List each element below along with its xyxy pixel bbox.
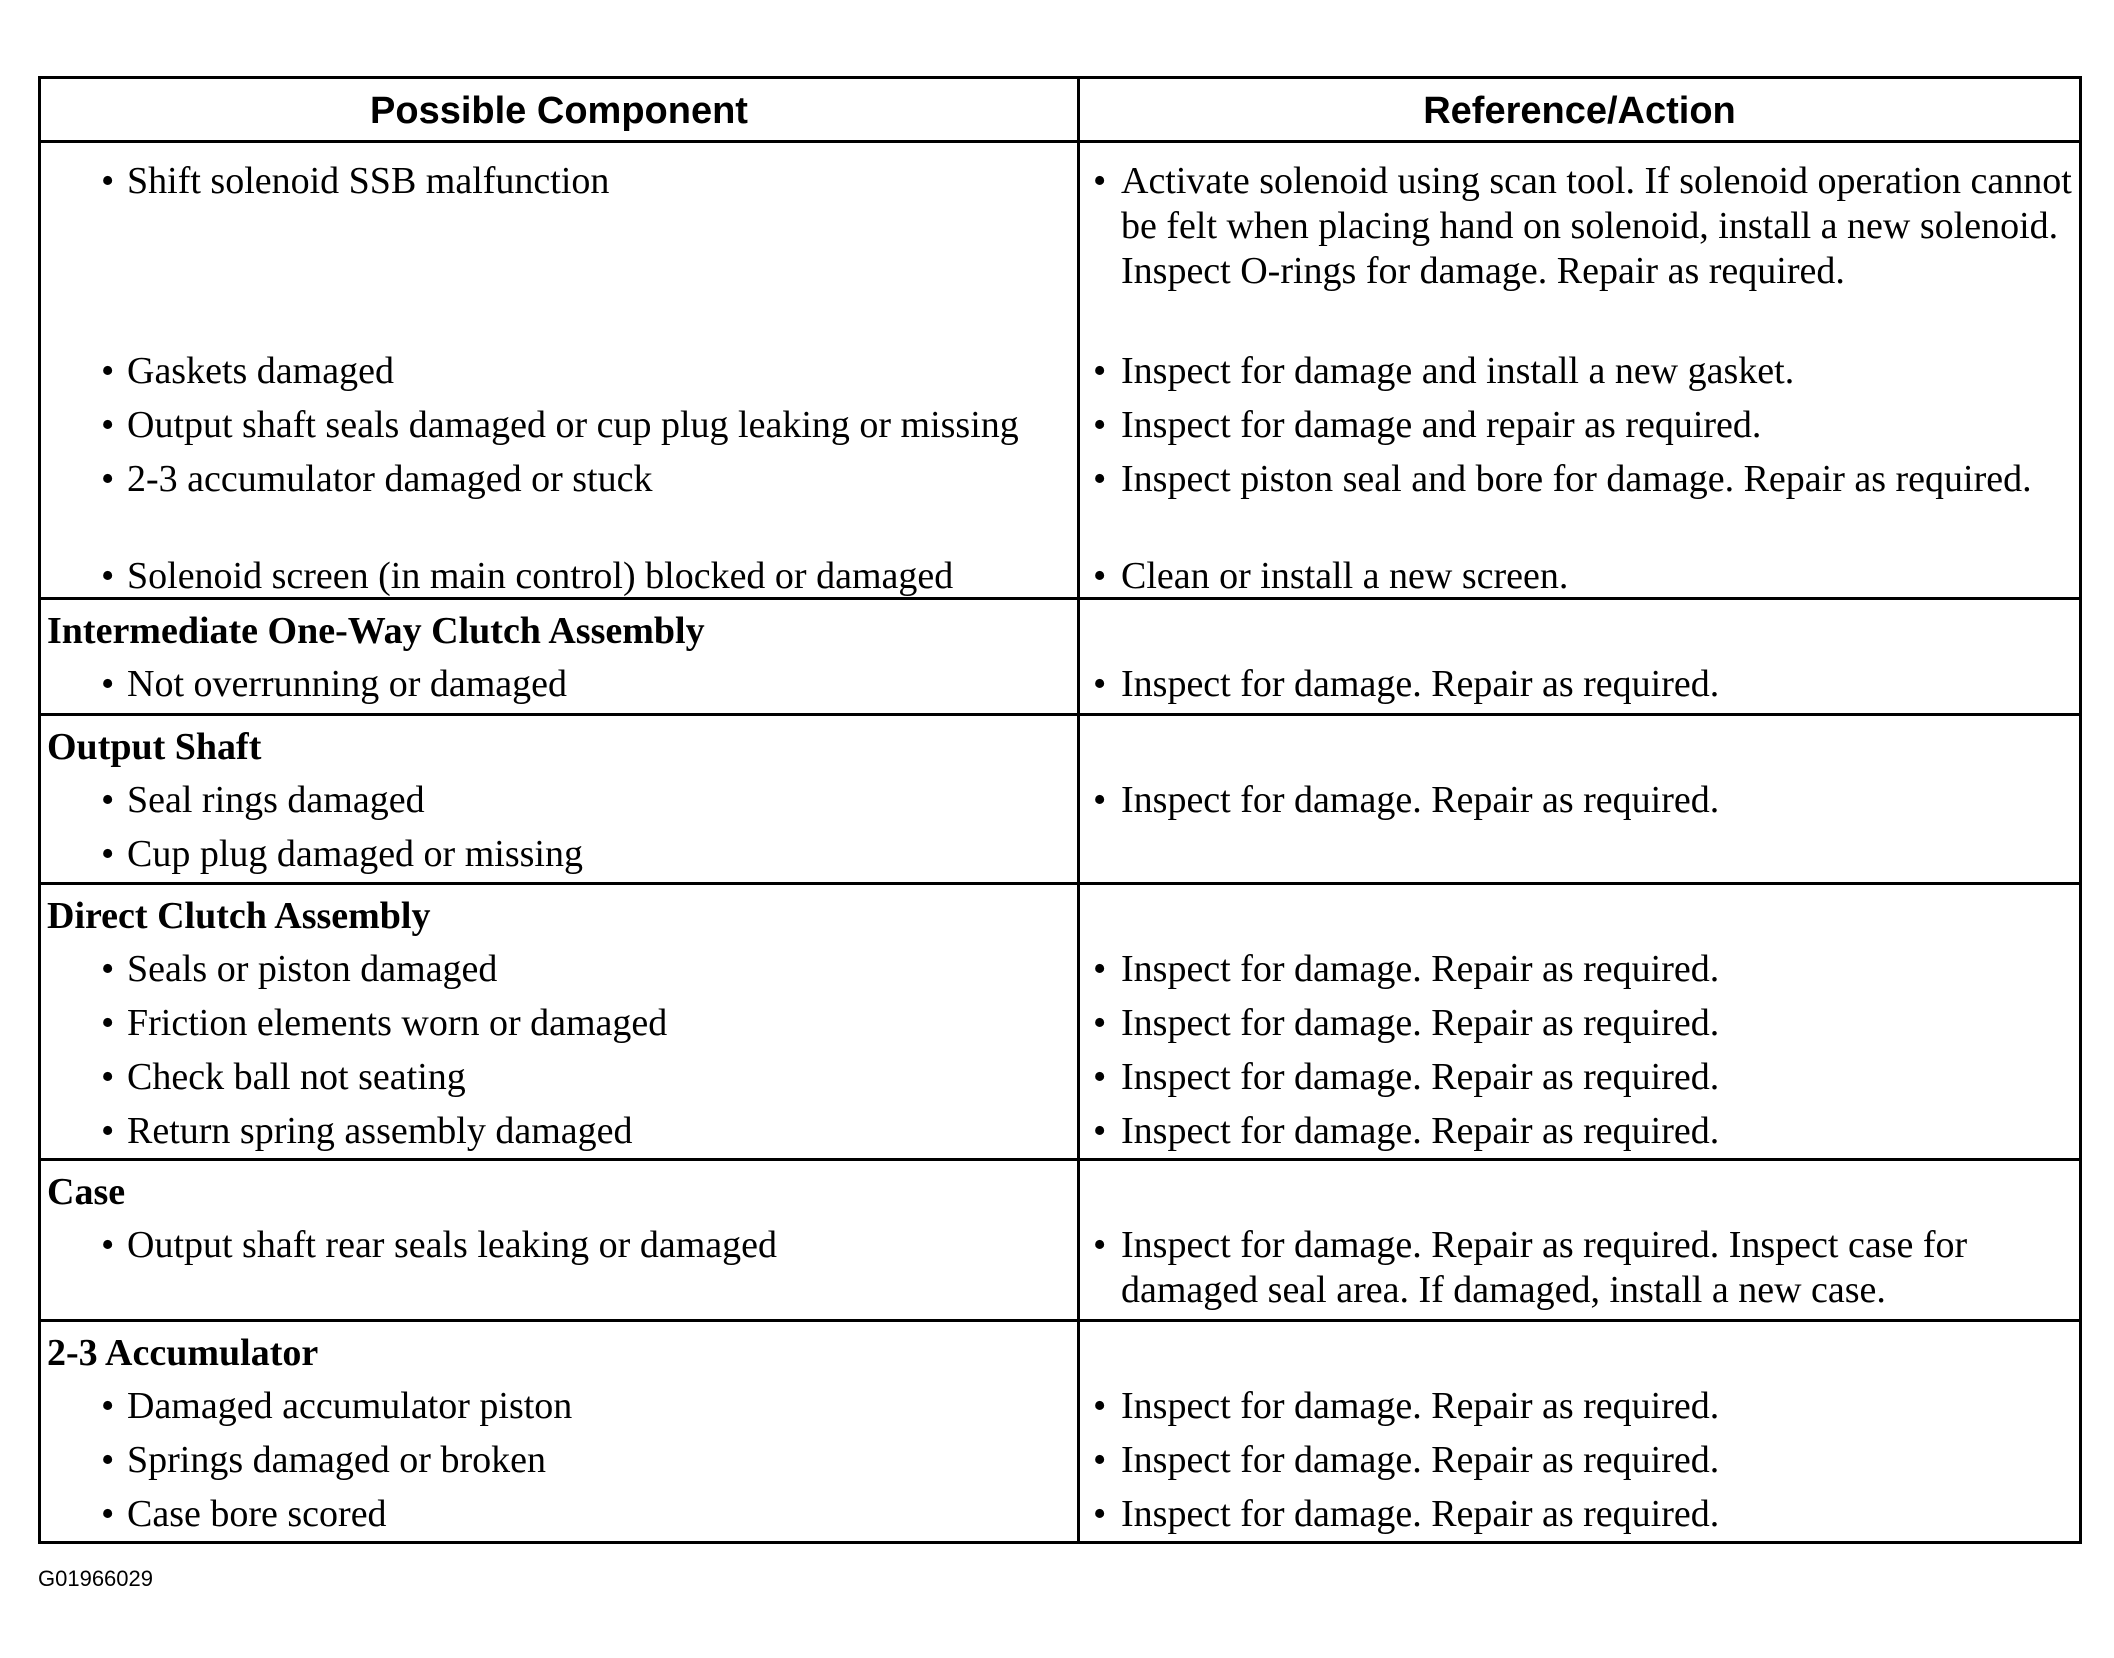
component-item: • Friction elements worn or damaged — [101, 1002, 668, 1044]
action-item: • Inspect for damage and repair as required. — [1093, 404, 1762, 446]
action-item: • Inspect for damage. Repair as required. Inspect case for damaged seal area. If damaged, install a new case. — [1093, 1224, 1968, 1311]
action-item: • Inspect for damage. Repair as required. — [1093, 1493, 1720, 1535]
component-item: • Cup plug damaged or missing — [101, 833, 583, 875]
section-output-shaft — [41, 716, 2079, 885]
component-item: • Springs damaged or broken — [101, 1439, 546, 1481]
section-title: Direct Clutch Assembly — [47, 895, 431, 937]
section-title: Intermediate One-Way Clutch Assembly — [47, 610, 705, 652]
component-item: • 2-3 accumulator damaged or stuck — [101, 458, 653, 500]
action-item: • Inspect for damage and install a new gasket. — [1093, 350, 1795, 392]
action-item: • Inspect for damage. Repair as required. — [1093, 1439, 1720, 1481]
header-reference-action: Reference/Action — [1423, 90, 1736, 132]
section-title: 2-3 Accumulator — [47, 1332, 319, 1374]
action-item: • Inspect for damage. Repair as required. — [1093, 1110, 1720, 1152]
section-shift-solenoid — [41, 143, 2079, 600]
component-item: • Not overrunning or damaged — [101, 663, 568, 705]
section-case — [41, 1161, 2079, 1322]
component-item: • Return spring assembly damaged — [101, 1110, 633, 1152]
section-direct-clutch-assembly — [41, 885, 2079, 1161]
component-item: • Case bore scored — [101, 1493, 387, 1535]
header-possible-component: Possible Component — [370, 90, 748, 132]
component-item: • Shift solenoid SSB malfunction — [101, 160, 610, 202]
component-item: • Output shaft rear seals leaking or damaged — [101, 1224, 777, 1266]
section-intermediate-one-way-clutch — [41, 600, 2079, 716]
component-item: • Output shaft seals damaged or cup plug leaking or missing — [101, 404, 1019, 446]
component-item: • Gaskets damaged — [101, 350, 394, 392]
action-item: • Inspect for damage. Repair as required. — [1093, 663, 1720, 705]
action-item: • Clean or install a new screen. — [1093, 555, 1569, 597]
action-item: • Inspect piston seal and bore for damage. Repair as required. — [1093, 458, 2032, 500]
section-2-3-accumulator — [41, 1322, 2079, 1541]
action-item: • Inspect for damage. Repair as required. — [1093, 779, 1720, 821]
action-item: • Inspect for damage. Repair as required. — [1093, 1385, 1720, 1427]
component-item: • Check ball not seating — [101, 1056, 466, 1098]
section-title: Output Shaft — [47, 726, 262, 768]
action-item: • Inspect for damage. Repair as required. — [1093, 1002, 1720, 1044]
section-title: Case — [47, 1171, 126, 1213]
component-item: • Solenoid screen (in main control) blocked or damaged — [101, 555, 954, 597]
table-header-row — [41, 79, 2079, 143]
diagnosis-table — [38, 76, 2082, 1544]
figure-id: G01966029 — [38, 1566, 153, 1591]
action-item: • Activate solenoid using scan tool. If solenoid operation cannot be felt when placing hand on solenoid, install a new solenoid. Inspect O-rings for damage. Repair as required. — [1093, 160, 2072, 292]
component-item: • Seals or piston damaged — [101, 948, 498, 990]
action-item: • Inspect for damage. Repair as required. — [1093, 948, 1720, 990]
action-item: • Inspect for damage. Repair as required. — [1093, 1056, 1720, 1098]
component-item: • Damaged accumulator piston — [101, 1385, 573, 1427]
component-item: • Seal rings damaged — [101, 779, 425, 821]
